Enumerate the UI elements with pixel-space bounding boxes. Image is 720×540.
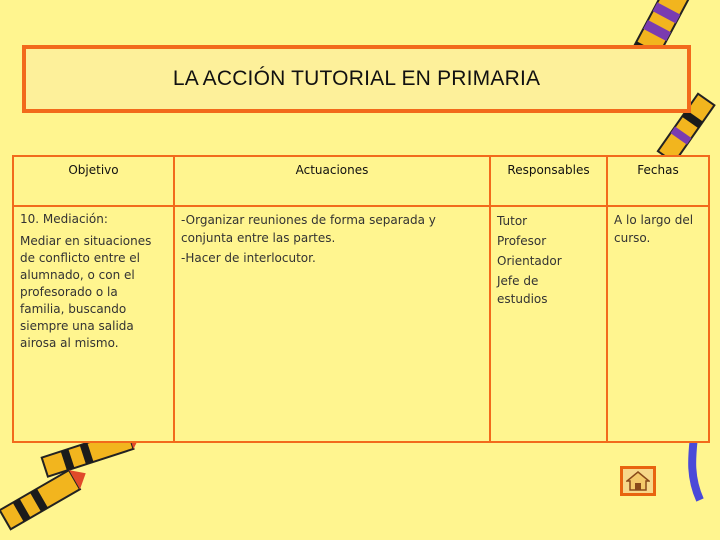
objetivo-line: airosa al mismo.	[20, 336, 119, 350]
column-responsables	[491, 157, 608, 441]
column-fechas	[608, 157, 708, 441]
objetivo-line: familia, buscando	[20, 302, 127, 316]
home-icon	[626, 471, 650, 491]
objetivo-line: profesorado o la	[20, 285, 118, 299]
column-objetivo	[14, 157, 175, 441]
tutorial-table	[12, 155, 710, 443]
header-actuaciones: Actuaciones	[175, 157, 489, 207]
pencil-decoration-bottom-left-icon	[0, 440, 150, 540]
actuaciones-line: -Organizar reuniones de forma separada y	[181, 213, 436, 227]
objetivo-line: siempre una salida	[20, 319, 134, 333]
actuaciones-line: -Hacer de interlocutor.	[181, 251, 316, 265]
fechas-line: A lo largo del	[614, 213, 694, 227]
home-button[interactable]	[620, 466, 656, 496]
fechas-line: curso.	[614, 231, 651, 245]
cell-fechas	[608, 207, 708, 441]
actuaciones-line: conjunta entre las partes.	[181, 231, 336, 245]
objetivo-line: alumnado, o con el	[20, 268, 135, 282]
page-title: LA ACCIÓN TUTORIAL EN PRIMARIA	[172, 67, 541, 90]
header-objetivo: Objetivo	[14, 157, 173, 207]
column-actuaciones	[175, 157, 491, 441]
objetivo-line: de conflicto entre el	[20, 251, 140, 265]
responsables-line: Profesor	[497, 234, 547, 248]
title-box	[22, 45, 691, 113]
responsables-line: estudios	[497, 292, 548, 306]
cell-objetivo	[14, 207, 173, 441]
responsables-line: Tutor	[497, 214, 528, 228]
header-responsables: Responsables	[491, 157, 606, 207]
responsables-line: Orientador	[497, 254, 562, 268]
cell-responsables	[491, 207, 606, 441]
header-fechas: Fechas	[608, 157, 708, 207]
responsables-line: Jefe de	[497, 274, 539, 288]
objetivo-line: Mediar en situaciones	[20, 234, 152, 248]
cell-actuaciones	[175, 207, 489, 441]
objetivo-line: 10. Mediación:	[20, 212, 108, 226]
